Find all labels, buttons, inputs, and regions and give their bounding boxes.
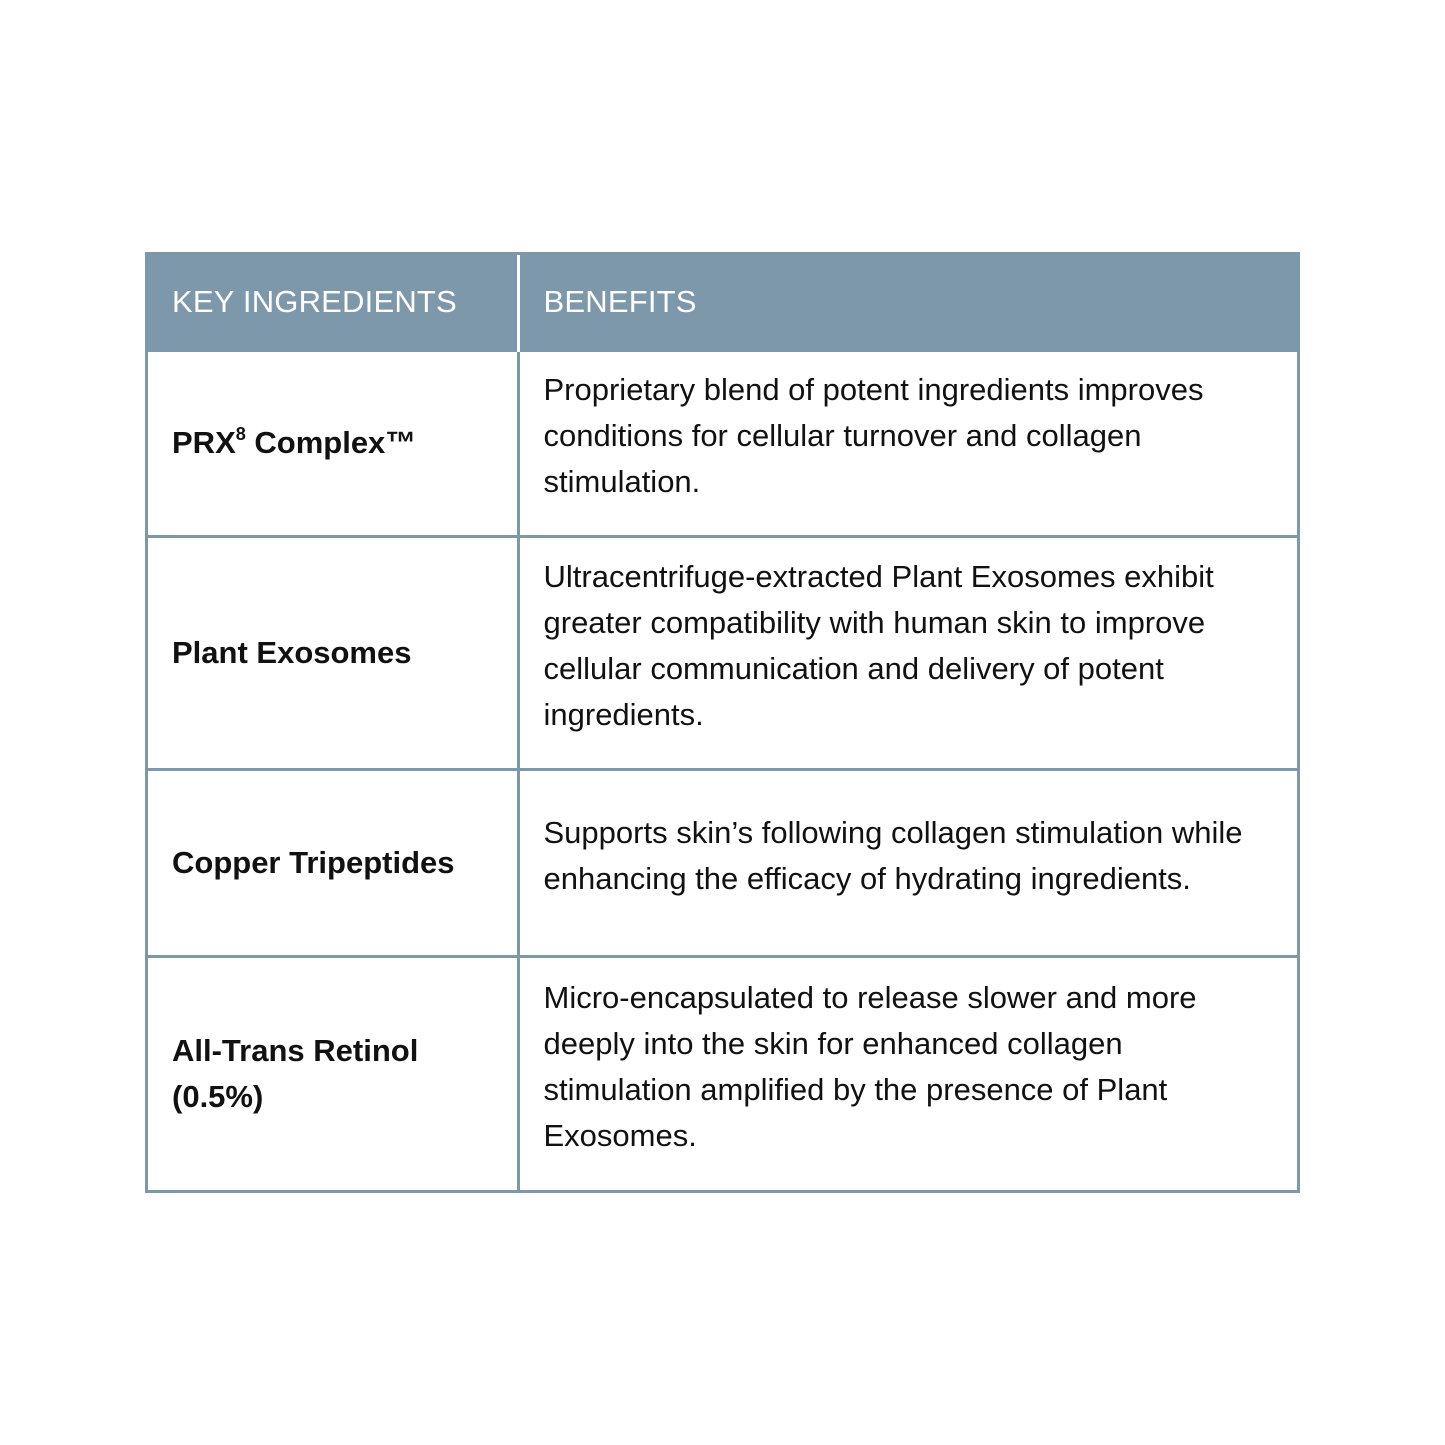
benefit-cell: Proprietary blend of potent ingredients improves conditions for cellular turnover and collagen stimulation. <box>518 350 1297 536</box>
table-row <box>148 536 1297 769</box>
table-row <box>148 350 1297 536</box>
ingredient-cell: Copper Tripeptides <box>148 769 518 956</box>
ingredient-cell <box>148 350 518 536</box>
ingredients-table <box>145 252 1300 1193</box>
header-key-ingredients: KEY INGREDIENTS <box>148 255 518 350</box>
ingredient-cell: Plant Exosomes <box>148 536 518 769</box>
ingredient-name: PRX <box>172 425 236 460</box>
ingredients-benefits-table <box>148 255 1297 1190</box>
benefit-cell: Micro-encapsulated to release slower and more deeply into the skin for enhanced collagen stimulation amplified by the presence of Plant Exosomes. <box>518 956 1297 1190</box>
table-row <box>148 956 1297 1190</box>
table-header-row <box>148 255 1297 350</box>
ingredient-superscript: 8 <box>235 424 246 444</box>
ingredient-cell: All-Trans Retinol (0.5%) <box>148 956 518 1190</box>
benefit-cell: Ultracentrifuge-extracted Plant Exosomes exhibit greater compatibility with human skin to improve cellular communication and delivery of potent ingredients. <box>518 536 1297 769</box>
benefit-cell: Supports skin’s following collagen stimulation while enhancing the efficacy of hydrating ingredients. <box>518 769 1297 956</box>
header-benefits: BENEFITS <box>518 255 1297 350</box>
table-row <box>148 769 1297 956</box>
ingredient-name-suffix: Complex™ <box>245 425 417 460</box>
